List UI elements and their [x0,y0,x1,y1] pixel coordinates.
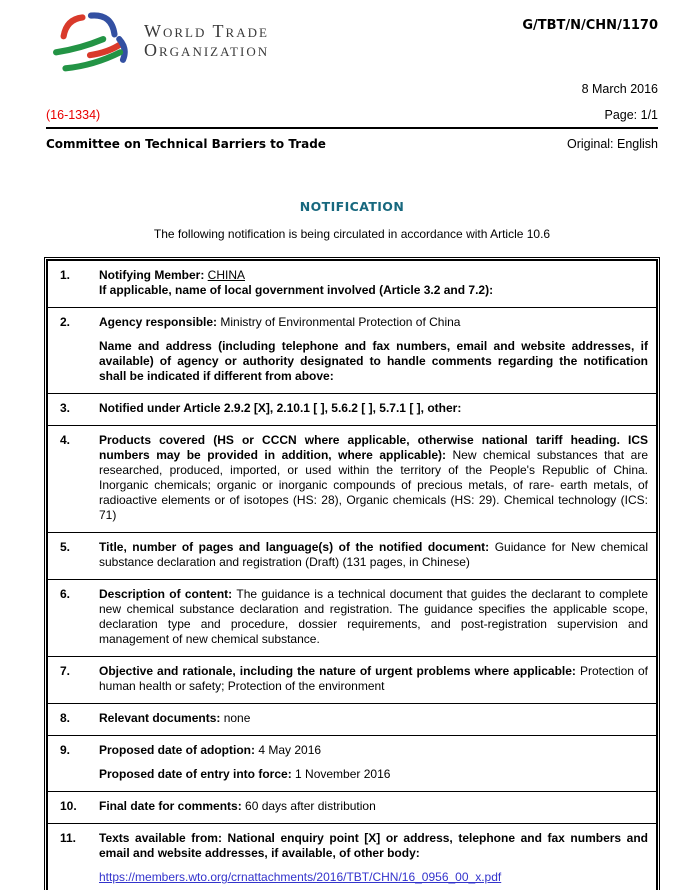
row-content [99,533,657,580]
field-label: Description of content: [99,587,237,601]
field-label: Notifying Member: [99,268,208,282]
field-value: New chemical substances that are researched, produced, imported, or used within the territory of the People's Republic of China. Inorganic chemicals; organic or inorganic compounds of precious metals, of rare- earth metals, of radioactive elements or of isotopes (HS: 28), Organic chemicals (HS: 29). Chemical technology (ICS: 71) [99,448,648,522]
row-content [99,736,657,792]
intro-text: The following notification is being circulated in accordance with Article 10.6 [153,227,551,241]
page-title: NOTIFICATION [299,199,405,214]
table-row [47,736,657,792]
row-content [99,308,657,394]
table-row [47,580,657,657]
field-label: Proposed date of adoption: [99,743,259,757]
field-label: Products covered (HS or CCCN where applicable, otherwise national tariff heading. ICS numbers may be provided in addition, where applicable): [99,433,648,462]
notification-table [46,259,658,890]
document-date: 8 March 2016 [581,82,658,96]
row-number: 10. [47,792,99,824]
field-value: none [223,711,251,725]
table-row [47,426,657,533]
row-content [99,260,657,308]
table-row [47,533,657,580]
row-number: 1. [47,260,99,308]
field-label: Objective and rationale, including the nature of urgent problems where applicable: [99,664,580,678]
original-language: Original: English [566,137,658,151]
field-value: Ministry of Environmental Protection of China [220,315,461,329]
row-number: 11. [60,831,77,845]
header-divider [46,127,658,129]
field-label: Notified under Article 2.9.2 [X], 2.10.1 [ ], 5.6.2 [ ], 5.7.1 [ ], other: [99,401,462,415]
table-row [47,308,657,394]
committee-name: Committee on Technical Barriers to Trade [46,137,326,151]
field-label: If applicable, name of local government involved (Article 3.2 and 7.2): [99,283,494,297]
document-symbol: G/TBT/N/CHN/1170 [522,18,658,33]
field-value: 1 November 2016 [295,767,391,781]
table-row [47,824,657,890]
field-value: The guidance is a technical document that guides the declarant to complete new chemical substance declaration and registration. The guidance specifies the applicable scope, declaration type and procedure, dossier requirements, and post-registration supervision and management of new chemical substance. [99,587,648,646]
row-content [99,704,657,736]
row-number: 7. [47,657,99,704]
row-number: 5. [47,533,99,580]
field-label: Name and address (including telephone and fax numbers, email and website addresses, if available) of agency or authority designated to handle comments regarding the notification shall be indicated if different from above: [99,339,648,383]
row-content [99,394,657,426]
table-row [47,394,657,426]
wto-logo-line1: World Trade [144,21,269,41]
table-row [47,260,657,308]
wto-globe-icon [46,8,134,74]
field-label: Proposed date of entry into force: [99,767,296,781]
row-number: 2. [47,308,99,394]
committee-row [46,137,658,151]
table-row [47,657,657,704]
table-row [47,792,657,824]
reference-code: (16-1334) [46,108,101,122]
field-value: 60 days after distribution [245,799,376,813]
field-value: CHINA [207,268,246,282]
row-number: 6. [47,580,99,657]
field-label: Title, number of pages and language(s) of the notified document: [99,540,495,554]
row-content [99,580,657,657]
row-content [99,426,657,533]
row-content [99,657,657,704]
row-number: 9. [47,736,99,792]
row-number: 4. [47,426,99,533]
field-label: Relevant documents: [99,711,224,725]
field-label: Agency responsible: [99,315,221,329]
page-number: Page: 1/1 [604,108,658,122]
field-value: 4 May 2016 [258,743,322,757]
wto-logo [46,8,269,74]
row-content [99,792,657,824]
wto-logo-text [144,8,269,60]
field-value: Guidance for New chemical substance declaration and registration (Draft) (131 pages, in Chinese) [99,540,649,569]
row-number: 8. [47,704,99,736]
field-label: Final date for comments: [99,799,246,813]
document-header [46,8,658,74]
wto-logo-line2: Organization [144,40,270,60]
table-row [47,704,657,736]
field-value: Protection of human health or safety; Protection of the environment [99,664,648,693]
reference-row [46,107,658,123]
row-number: 3. [47,394,99,426]
row-content [99,824,657,890]
field-label: Texts available from: National enquiry point [X] or address, telephone and fax numbers and email and website addresses, if available, of other body: [99,831,648,860]
attachment-link[interactable]: https://members.wto.org/crnattachments/2016/TBT/CHN/16_0956_00_x.pdf [99,870,502,884]
